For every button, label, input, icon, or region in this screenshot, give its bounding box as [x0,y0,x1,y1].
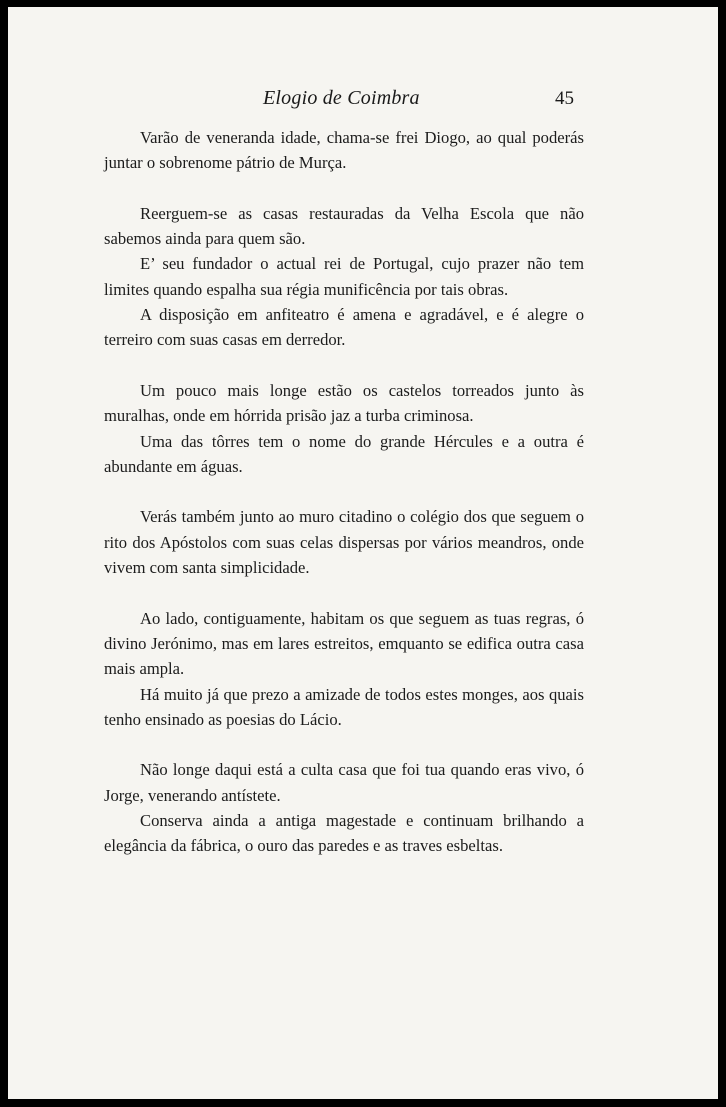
paragraph: Conserva ainda a antiga magestade e continuam brilhando a elegância da fábrica, o ouro das paredes e as traves esbeltas. [104,811,584,856]
paragraph: Reerguem-se as casas restauradas da Velha Escola que não sabemos ainda para quem são. [104,203,584,249]
paragraph: E’ seu fundador o actual rei de Portugal, cujo prazer não tem limites quando espalha sua régia munificência por tais obras. [104,254,584,299]
paragraph: Ao lado, contiguamente, habitam os que seguem as tuas regras, ó divino Jerónimo, mas em lares estreitos, emquanto se edifica outra casa mais ampla. [104,608,584,679]
paragraph: Uma das tôrres tem o nome do grande Hércules e a outra é abundante em águas. [104,431,584,476]
paper-sheet [8,7,718,1099]
paragraph: Um pouco mais longe estão os castelos torreados junto às muralhas, onde em hórrida prisão jaz a turba criminosa. [104,380,584,426]
running-title: Elogio de Coimbra [263,87,420,109]
paragraph: Verás também junto ao muro citadino o colégio dos que seguem o rito dos Apóstolos com suas celas dispersas por vários meandros, onde vivem com santa simplicidade. [104,507,584,578]
paragraph: Varão de veneranda idade, chama-se frei Diogo, ao qual poderás juntar o sobrenome pátrio de Murça. [104,128,584,173]
paragraph: A disposição em anfiteatro é amena e agradável, e é alegre o terreiro com suas casas em derredor. [104,305,584,350]
body-text [104,125,584,859]
page-number: 45 [555,88,574,109]
paragraph: Não longe daqui está a culta casa que foi tua quando eras vivo, ó Jorge, venerando antístete. [104,760,584,805]
paragraph: Há muito já que prezo a amizade de todos estes monges, aos quais tenho ensinado as poesias do Lácio. [104,684,584,729]
